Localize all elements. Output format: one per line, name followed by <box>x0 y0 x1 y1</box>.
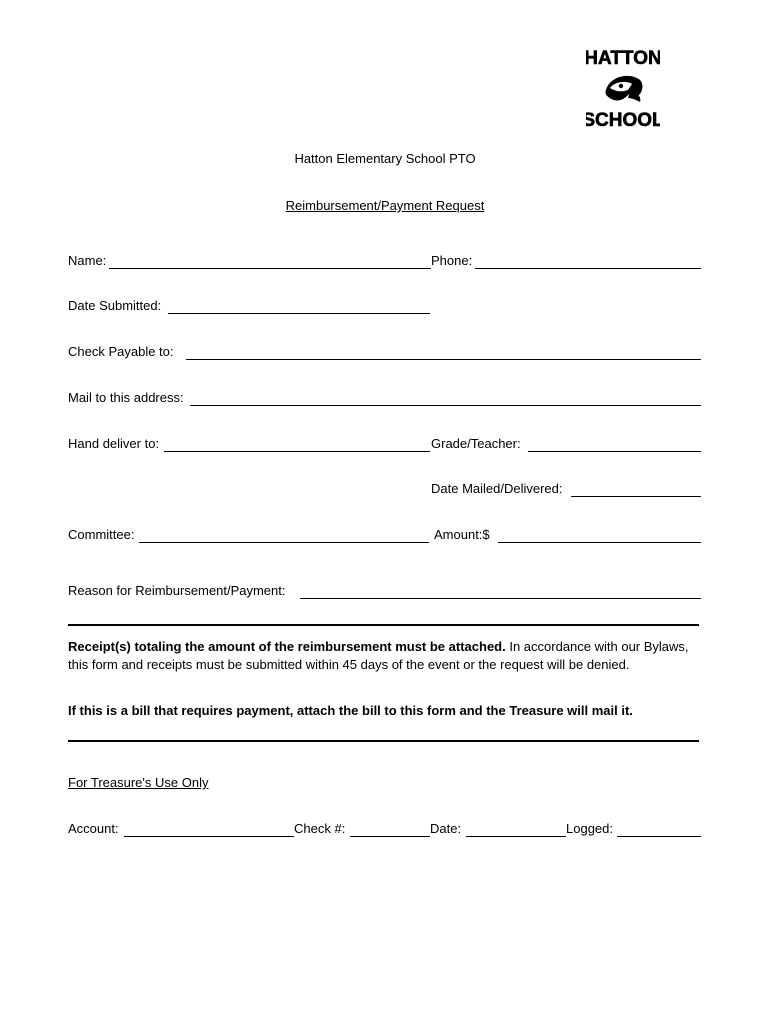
treasurer-date-label: Date: <box>430 821 462 836</box>
mail-address-label: Mail to this address: <box>68 390 184 405</box>
check-number-field[interactable] <box>350 836 430 837</box>
grade-teacher-label: Grade/Teacher: <box>431 436 521 451</box>
amount-field[interactable] <box>498 542 701 543</box>
divider-top <box>68 624 699 626</box>
treasurer-date-field[interactable] <box>466 836 566 837</box>
form-title: Reimbursement/Payment Request <box>285 198 485 213</box>
school-logo <box>586 46 660 132</box>
divider-bottom <box>68 740 699 742</box>
logo-line2: SCHOOL <box>586 110 660 131</box>
phone-label: Phone: <box>431 253 473 268</box>
phone-field[interactable] <box>475 268 701 269</box>
logged-field[interactable] <box>617 836 701 837</box>
reason-field[interactable] <box>300 598 701 599</box>
name-field[interactable] <box>109 268 431 269</box>
logo-line1: HATTON <box>586 48 660 69</box>
eagle-head-icon <box>586 46 660 132</box>
check-payable-label: Check Payable to: <box>68 344 174 359</box>
bill-notice: If this is a bill that requires payment, attach the bill to this form and the Treasure will mail it. <box>68 703 633 718</box>
date-submitted-label: Date Submitted: <box>68 298 162 313</box>
grade-teacher-field[interactable] <box>528 451 701 452</box>
date-submitted-field[interactable] <box>168 313 430 314</box>
organization-title: Hatton Elementary School PTO <box>294 151 476 166</box>
hand-deliver-field[interactable] <box>164 451 430 452</box>
hand-deliver-label: Hand deliver to: <box>68 436 160 451</box>
account-label: Account: <box>68 821 119 836</box>
logged-label: Logged: <box>566 821 613 836</box>
date-mailed-label: Date Mailed/Delivered: <box>431 481 563 496</box>
check-payable-field[interactable] <box>186 359 701 360</box>
treasurer-heading: For Treasure's Use Only <box>68 775 209 790</box>
receipt-notice <box>68 638 700 674</box>
committee-label: Committee: <box>68 527 135 542</box>
receipt-notice-rest: In accordance with our Bylaws, this form and receipts must be submitted within 45 days of the event or the request will be denied. <box>68 639 689 672</box>
receipt-notice-bold: Receipt(s) totaling the amount of the reimbursement must be attached. <box>68 639 506 654</box>
check-number-label: Check #: <box>294 821 346 836</box>
name-label: Name: <box>68 253 107 268</box>
account-field[interactable] <box>124 836 294 837</box>
mail-address-field[interactable] <box>190 405 701 406</box>
date-mailed-field[interactable] <box>571 496 701 497</box>
reason-label: Reason for Reimbursement/Payment: <box>68 583 286 598</box>
committee-field[interactable] <box>139 542 429 543</box>
amount-label: Amount:$ <box>434 527 490 542</box>
